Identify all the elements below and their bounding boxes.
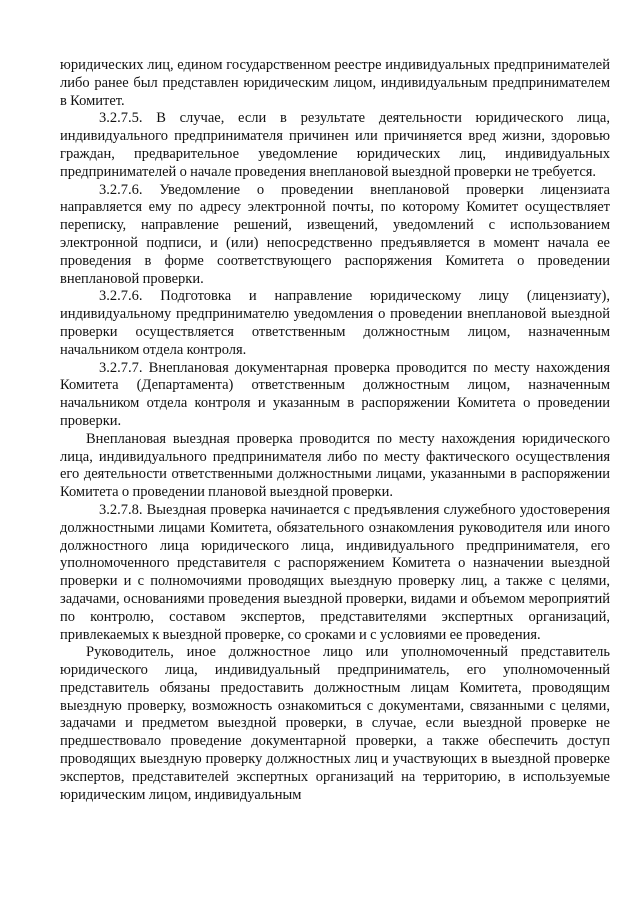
paragraph-3-2-7-5: 3.2.7.5. В случае, если в результате деятельности юридического лица, индивидуального предпринимателя причинен или причиняется вред жизни, здоровью граждан, предварительное уведомление юридических лиц, индивидуальных предпринимателей о начале проведения внеплановой выездной проверки не требуется.	[60, 110, 610, 180]
paragraph-3-2-7-7: 3.2.7.7. Внеплановая документарная проверка проводится по месту нахождения Комитета (Департамента) ответственным должностным лицом, назначенным начальником отдела контроля и указанным в распоряжении Комитета о проведении проверки.	[60, 359, 610, 429]
paragraph-3-2-7-6-preparation: 3.2.7.6. Подготовка и направление юридическому лицу (лицензиату), индивидуальному предпринимателю уведомления о проведении внеплановой выездной проверки осуществляется ответственным должностным лицом, назначенным начальником отдела контроля.	[60, 288, 610, 358]
document-body	[60, 57, 610, 804]
paragraph-3-2-7-6-notice: 3.2.7.6. Уведомление о проведении внеплановой проверки лицензиата направляется ему по адресу электронной почты, по которому Комитет осуществляет переписку, направление решений, извещений, уведомлений с использованием электронной подписи, и (или) непосредственно предъявляется в момент начала ее проведения в форме соответствующего распоряжения Комитета о проведении внеплановой проверки.	[60, 181, 610, 287]
paragraph-unscheduled-onsite: Внеплановая выездная проверка проводится по месту нахождения юридического лица, индивидуального предпринимателя либо по месту фактического осуществления его деятельности ответственными должностными лицами, указанными в распоряжении Комитета о проведении плановой выездной проверки.	[60, 430, 610, 501]
paragraph-3-2-7-8: 3.2.7.8. Выездная проверка начинается с предъявления служебного удостоверения должностными лицами Комитета, обязательного ознакомления руководителя или иного должностного лица юридического лица, индивидуального предпринимателя, его уполномоченного представителя с распоряжением Комитета о назначении выездной проверки и с полномочиями проводящих выездную проверку лиц, а также с целями, задачами, основаниями проведения выездной проверки, видами и объемом мероприятий по контролю, составом экспертов, представителями экспертных организаций, привлекаемых к выездной проверке, со сроками и с условиями ее проведения.	[60, 501, 610, 643]
paragraph-continuation: юридических лиц, едином государственном реестре индивидуальных предпринимателей либо ранее был представлен юридическим лицом, индивидуальным предпринимателем в Комитет.	[60, 57, 610, 109]
paragraph-head-obligations: Руководитель, иное должностное лицо или уполномоченный представитель юридического лица, индивидуальный предприниматель, его уполномоченный представитель обязаны предоставить должностным лицам Комитета, проводящим выездную проверку, возможность ознакомиться с документами, связанными с целями, задачами и предметом выездной проверки, в случае, если выездной проверке не предшествовало проведение документарной проверки, а также обеспечить доступ проводящих выездную проверку должностных лиц и участвующих в выездной проверке экспертов, представителей экспертных организаций на территорию, в используемые юридическим лицом, индивидуальным	[60, 644, 610, 803]
